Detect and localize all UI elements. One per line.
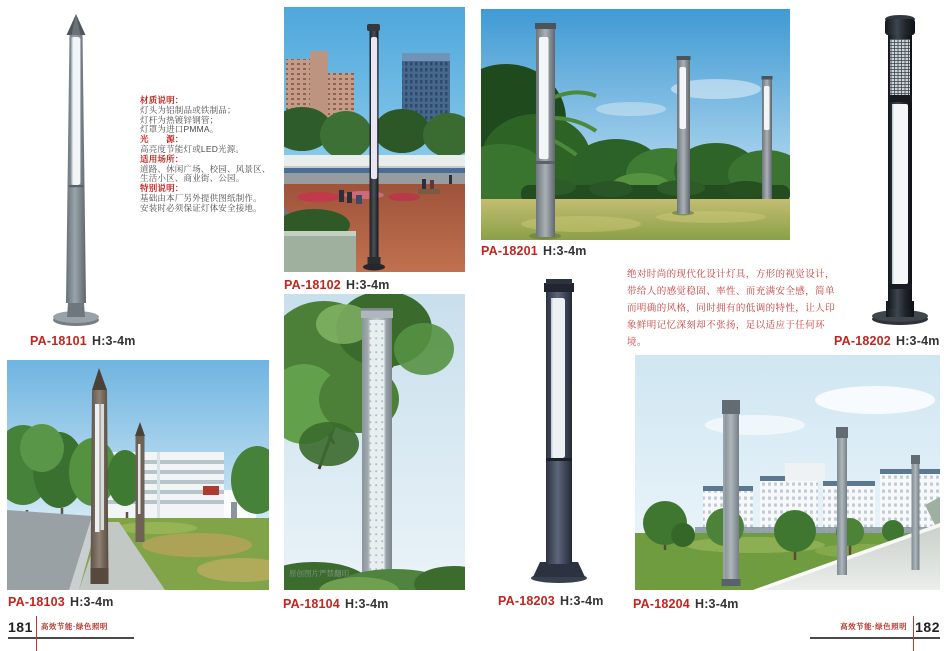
model-code: PA-18202 xyxy=(834,334,891,348)
lamp-pole-far xyxy=(762,76,773,199)
height-spec: H:3-4m xyxy=(344,597,389,611)
height-spec: H:3-4m xyxy=(895,334,940,348)
spec-line: 生活小区、商业街、公园。 xyxy=(140,173,245,184)
spec-heading: 适用场所： xyxy=(140,153,184,164)
spec-line: 灯罩为进口PMMA。 xyxy=(140,124,219,135)
grille-section xyxy=(890,39,910,95)
height-spec: H:3-4m xyxy=(694,597,739,611)
light-diffuser xyxy=(72,37,81,185)
light-diffuser xyxy=(892,104,908,284)
lamp-pole-far xyxy=(911,455,920,570)
desc-line: 象鲜明记忆深刻却不张扬，足以适应于任何环境。 xyxy=(627,320,826,348)
footer-divider-right xyxy=(913,616,914,651)
lattice-pole xyxy=(361,308,393,590)
spec-heading: 光 源： xyxy=(140,134,184,145)
footer-right xyxy=(810,620,940,639)
desc-line: 而明确的风格，同时拥有的低调的特性，让人印 xyxy=(627,303,835,314)
model-code: PA-18201 xyxy=(481,244,538,258)
spec-line: 基础由本厂另外提供图纸制作。 xyxy=(140,192,262,203)
product-image-pa18101 xyxy=(28,4,124,330)
height-spec: H:3-4m xyxy=(559,594,604,608)
page-number-left: 181 xyxy=(8,619,33,635)
height-spec: H:3-4m xyxy=(345,278,390,292)
photo-pa18104-pole-closeup xyxy=(284,294,465,590)
height-spec: H:3-4m xyxy=(542,244,587,258)
photo-pa18103-park-scene xyxy=(7,360,269,590)
spec-line: 高亮度节能灯或LED光源。 xyxy=(140,143,245,154)
light-diffuser xyxy=(551,298,565,458)
page-number-right: 182 xyxy=(915,619,940,635)
product-label-pa18102 xyxy=(284,278,390,292)
desc-line: 绝对时尚的现代化设计灯具，方形的视觉设计， xyxy=(627,269,835,280)
model-code: PA-18204 xyxy=(633,597,690,611)
height-spec: H:3-4m xyxy=(91,334,136,348)
height-spec: H:3-4m xyxy=(69,595,114,609)
product-image-pa18202 xyxy=(852,3,944,330)
spec-line: 灯杆为热镀锌钢管； xyxy=(140,114,219,125)
model-code: PA-18203 xyxy=(498,594,555,608)
spec-line: 灯头为铝制品或铁制品； xyxy=(140,104,236,115)
spec-heading: 特别说明： xyxy=(140,183,184,194)
footer-left xyxy=(8,620,134,639)
photo-pa18102-plaza-scene xyxy=(284,7,465,272)
spec-heading: 材质说明： xyxy=(140,95,184,105)
material-spec-text xyxy=(140,96,280,214)
product-label-pa18203 xyxy=(498,594,604,608)
footer-slogan-right: 高效节能·绿色照明 xyxy=(840,621,908,631)
lamp-pole-middle xyxy=(836,427,848,575)
product-label-pa18202 xyxy=(834,334,940,348)
model-code: PA-18103 xyxy=(8,595,65,609)
product-label-pa18103 xyxy=(8,595,114,609)
desc-line: 带给人的感觉稳固、率性、而充满安全感，简单 xyxy=(627,286,835,297)
pole-cap xyxy=(544,283,574,292)
product-label-pa18104 xyxy=(283,597,389,611)
photo-pa18201-garden-scene xyxy=(481,9,790,240)
model-code: PA-18104 xyxy=(283,597,340,611)
design-description-text xyxy=(627,266,839,351)
lamp-pole-foreground xyxy=(722,400,741,586)
product-label-pa18101 xyxy=(30,334,136,348)
spec-line: 安装时必须保证灯体安全接地。 xyxy=(140,202,262,213)
product-image-pa18203 xyxy=(500,268,615,588)
product-label-pa18204 xyxy=(633,597,739,611)
product-label-pa18201 xyxy=(481,244,587,258)
model-code: PA-18101 xyxy=(30,334,87,348)
photo-pa18204-residential-scene xyxy=(635,355,940,590)
lamp-pole-behind xyxy=(135,422,145,542)
footer-divider-left xyxy=(36,616,37,651)
footer-slogan-left: 高效节能·绿色照明 xyxy=(40,621,108,631)
model-code: PA-18102 xyxy=(284,278,341,292)
lamp-pole-foreground xyxy=(91,368,109,584)
granite-planter xyxy=(284,209,356,272)
spec-line: 道路、休闲广场、校园、风景区、 xyxy=(140,163,271,174)
copyright-watermark: 原创图片严禁翻印 xyxy=(289,569,349,578)
